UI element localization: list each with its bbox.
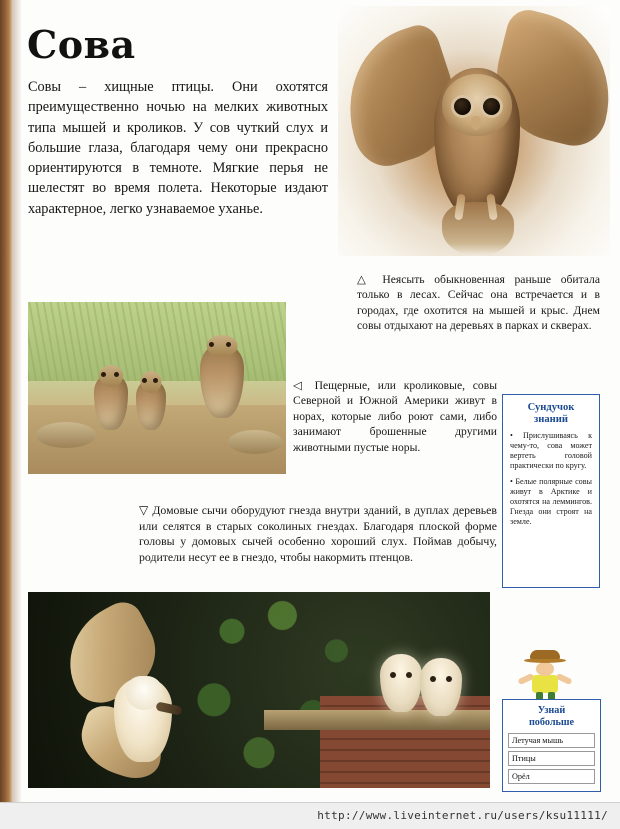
book-binding: [0, 0, 13, 829]
knowledge-box-body: [510, 431, 592, 528]
page-title: Сова: [27, 22, 136, 67]
owl-chick: [136, 380, 166, 430]
rock-shape: [228, 430, 282, 454]
grass-layer: [28, 302, 286, 381]
book-binding-shadow: [13, 0, 22, 829]
learn-more-title-line1: Узнай: [537, 705, 566, 716]
owl-tail: [442, 202, 514, 256]
caption-burrowing-owl: ◁ Пещерные, или кроликовые, совы Северной и Южной Америки живут в норах, которые либо роют сами, либо занимают брошенные другими животными пустые норы.: [293, 379, 497, 454]
owl-eye-left: [454, 98, 471, 115]
owl-chick: [420, 658, 462, 716]
owl-eye-right: [114, 372, 119, 377]
owl-eye-right: [406, 672, 412, 678]
footer-url[interactable]: http://www.liveinternet.ru/users/ksu11111/: [317, 809, 608, 822]
owl-eye-left: [209, 342, 214, 347]
cowboy-face: [536, 662, 554, 676]
knowledge-box-title-line1: Сундучок: [527, 402, 575, 413]
wooden-ledge: [264, 710, 490, 730]
learn-more-title: [507, 705, 596, 728]
caption-barn-owl: ▽ Домовые сычи оборудуют гнезда внутри зданий, в дуплах деревьев или селятся в старых соколиных гнездах. Благодаря плоской форме головы у домовых сычей особенно хороший слух. Поймав добычу, родители несут ее в гнездо, чтобы накормить птенцов.: [139, 503, 497, 564]
photo-barn-owl-nest: [28, 592, 490, 788]
owl-eye-left: [142, 378, 147, 383]
owl-eye-right: [446, 676, 452, 682]
owl-eye-right: [226, 342, 231, 347]
caption-tawny-owl: △ Неясыть обыкновенная раньше обитала только в лесах. Сейчас она встречается и в городах, где охотится на мышей и крыс. Днем совы отдыхают на деревьях в парках и скверах.: [357, 273, 600, 333]
owl-eye-left: [101, 372, 106, 377]
owl-beak: [471, 116, 481, 130]
knowledge-item: • Прислушиваясь к чему-то, сова может вертеть головой практически по кругу.: [510, 430, 592, 471]
knowledge-box-title-line2: знаний: [534, 414, 568, 426]
footer-bar: [0, 802, 620, 829]
photo-tawny-owl: [338, 6, 610, 256]
owl-juvenile: [94, 374, 128, 430]
owl-adult: [200, 344, 244, 418]
photo-burrowing-owls: [28, 302, 286, 474]
owl-eye-right: [153, 378, 158, 383]
rock-shape: [36, 422, 96, 448]
owl-eye-left: [430, 676, 436, 682]
owl-eye-right: [483, 98, 500, 115]
knowledge-box-title: [509, 402, 593, 427]
knowledge-box: [502, 394, 600, 588]
knowledge-item: • Белые полярные совы живут в Арктике и охотятся на леммингов. Гнезда они строят на земле.: [510, 476, 592, 527]
cowboy-arm-right: [555, 673, 572, 685]
cowboy-hat: [530, 650, 560, 659]
cowboy-shirt: [532, 675, 558, 693]
learn-more-box: [502, 699, 601, 792]
owl-chick: [380, 654, 422, 712]
intro-paragraph: Совы – хищные птицы. Они охотятся преимущественно ночью на мелких животных типа мышей и кроликов. У сов чуткий слух и большие глаза, благодаря чему они прекрасно ориентируются в темноте. Мягкие перья не шелестят во время полета. Некоторые издают характерное, легко узнаваемое уханье.: [28, 79, 328, 217]
learn-more-link[interactable]: Птицы: [508, 751, 595, 766]
learn-more-link[interactable]: Летучая мышь: [508, 733, 595, 748]
learn-more-link[interactable]: Орёл: [508, 769, 595, 784]
learn-more-title-line2: побольше: [528, 716, 575, 728]
cowboy-mascot-icon: [516, 650, 582, 702]
owl-eye-left: [390, 672, 396, 678]
